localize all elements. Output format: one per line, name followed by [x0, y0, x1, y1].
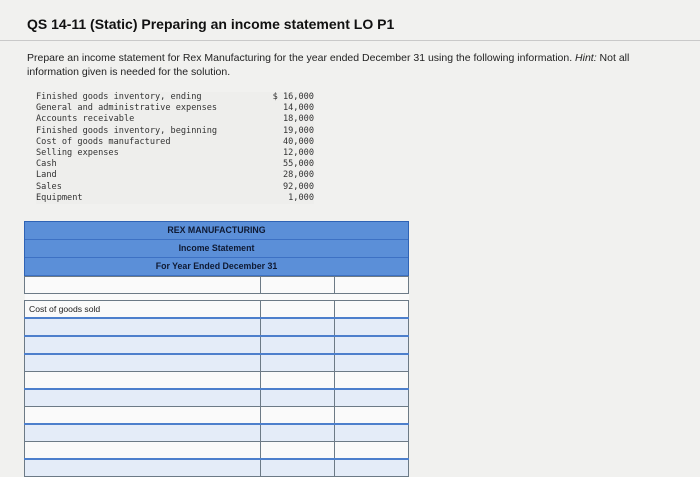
- data-row: [36, 170, 314, 181]
- amount-cell[interactable]: [261, 318, 335, 336]
- total-cell[interactable]: [335, 277, 409, 294]
- amount-cell[interactable]: [261, 354, 335, 372]
- data-value: 19,000: [282, 125, 314, 136]
- label-cell[interactable]: [25, 277, 261, 294]
- problem-prompt: [27, 51, 700, 79]
- data-label: Accounts receivable: [36, 114, 135, 125]
- amount-cell[interactable]: [261, 389, 335, 407]
- table-row: [25, 424, 409, 442]
- data-label: Cash: [36, 159, 57, 170]
- data-label: Cost of goods manufactured: [36, 136, 171, 147]
- total-cell[interactable]: [335, 354, 409, 372]
- table-row: [25, 336, 409, 354]
- total-input[interactable]: [335, 277, 408, 293]
- amount-cell: [261, 301, 335, 319]
- data-row: [36, 92, 314, 103]
- amount-input[interactable]: [261, 407, 334, 423]
- total-cell[interactable]: [335, 389, 409, 407]
- data-value: 55,000: [282, 159, 314, 170]
- amount-input[interactable]: [261, 319, 334, 335]
- total-cell[interactable]: [335, 442, 409, 460]
- label-input[interactable]: [25, 277, 260, 293]
- statement-period: For Year Ended December 31: [25, 258, 408, 276]
- amount-input[interactable]: [261, 277, 334, 293]
- total-cell[interactable]: [335, 459, 409, 477]
- data-label: Sales: [36, 181, 62, 192]
- table-row: [25, 442, 409, 460]
- label-cell[interactable]: [25, 372, 261, 390]
- label-cell[interactable]: [25, 389, 261, 407]
- given-data-table: [36, 92, 314, 204]
- table-row: [25, 389, 409, 407]
- table-row: [25, 354, 409, 372]
- label-input[interactable]: [25, 460, 260, 476]
- total-cell[interactable]: [335, 424, 409, 442]
- total-cell[interactable]: [335, 372, 409, 390]
- label-input[interactable]: [25, 355, 260, 371]
- amount-cell[interactable]: [261, 459, 335, 477]
- amount-input[interactable]: [261, 460, 334, 476]
- total-cell[interactable]: [335, 336, 409, 354]
- label-input[interactable]: [25, 442, 260, 458]
- total-input[interactable]: [335, 372, 408, 388]
- total-input[interactable]: [335, 319, 408, 335]
- income-statement-form: [24, 221, 409, 477]
- table-row: [25, 372, 409, 390]
- hint-label: Hint:: [575, 52, 597, 64]
- table-row: [25, 318, 409, 336]
- prompt-text-tail: Not all: [596, 52, 630, 64]
- label-cell[interactable]: [25, 442, 261, 460]
- amount-input[interactable]: [261, 372, 334, 388]
- total-input[interactable]: [335, 442, 408, 458]
- data-row: [36, 126, 314, 137]
- data-row: [36, 193, 314, 204]
- amount-input[interactable]: [261, 442, 334, 458]
- label-input[interactable]: [25, 390, 260, 406]
- table-row: [25, 301, 409, 319]
- total-input[interactable]: [335, 460, 408, 476]
- data-row: [36, 137, 314, 148]
- total-input[interactable]: [335, 425, 408, 441]
- page-title: QS 14-11 (Static) Preparing an income statement LO P1: [27, 16, 395, 32]
- data-row: [36, 159, 314, 170]
- prompt-text-line2: information given is needed for the solution.: [27, 66, 231, 78]
- amount-input[interactable]: [261, 337, 334, 353]
- label-cell[interactable]: [25, 459, 261, 477]
- amount-cell[interactable]: [261, 372, 335, 390]
- header-divider: [0, 40, 700, 41]
- total-input[interactable]: [335, 390, 408, 406]
- label-cell[interactable]: [25, 318, 261, 336]
- label-input[interactable]: [25, 319, 260, 335]
- amount-input[interactable]: [261, 390, 334, 406]
- spacer-row: [25, 294, 409, 301]
- label-input[interactable]: [25, 407, 260, 423]
- data-label: Finished goods inventory, ending: [36, 92, 202, 102]
- label-cell[interactable]: [25, 424, 261, 442]
- total-cell[interactable]: [335, 318, 409, 336]
- data-value: 18,000: [282, 114, 314, 125]
- data-value: 28,000: [282, 170, 314, 181]
- label-input[interactable]: [25, 425, 260, 441]
- amount-cell[interactable]: [261, 424, 335, 442]
- data-value: 40,000: [282, 136, 314, 147]
- data-row: [36, 114, 314, 125]
- data-label: Selling expenses: [36, 148, 119, 159]
- table-row: [25, 277, 409, 294]
- amount-cell[interactable]: [261, 442, 335, 460]
- amount-cell[interactable]: [261, 277, 335, 294]
- amount-input[interactable]: [261, 355, 334, 371]
- amount-cell[interactable]: [261, 407, 335, 425]
- data-label: Finished goods inventory, beginning: [36, 125, 218, 136]
- prompt-text: Prepare an income statement for Rex Manufacturing for the year ended December 31 using the following information.: [27, 52, 576, 64]
- data-label: General and administrative expenses: [36, 103, 218, 114]
- label-cell[interactable]: [25, 354, 261, 372]
- data-label: Equipment: [36, 192, 83, 203]
- label-cell[interactable]: [25, 407, 261, 425]
- data-label: Land: [36, 170, 57, 181]
- table-row: [25, 407, 409, 425]
- total-cell: [335, 301, 409, 319]
- statement-grid: [24, 276, 409, 477]
- total-input[interactable]: [335, 337, 408, 353]
- statement-name: Income Statement: [25, 240, 408, 258]
- label-input[interactable]: [25, 337, 260, 353]
- label-cell[interactable]: [25, 336, 261, 354]
- statement-header: [24, 221, 409, 276]
- total-input[interactable]: [335, 355, 408, 371]
- amount-cell[interactable]: [261, 336, 335, 354]
- amount-input[interactable]: [261, 425, 334, 441]
- table-row: [25, 459, 409, 477]
- cogs-label: Cost of goods sold: [25, 301, 261, 319]
- company-name: REX MANUFACTURING: [25, 222, 408, 240]
- label-input[interactable]: [25, 372, 260, 388]
- data-value: $ 16,000: [272, 92, 314, 102]
- data-value: 92,000: [282, 181, 314, 192]
- data-row: [36, 103, 314, 114]
- data-value: 1,000: [288, 192, 314, 203]
- total-input[interactable]: [335, 407, 408, 423]
- data-value: 14,000: [282, 103, 314, 114]
- data-row: [36, 148, 314, 159]
- data-value: 12,000: [282, 148, 314, 159]
- data-row: [36, 182, 314, 193]
- total-cell[interactable]: [335, 407, 409, 425]
